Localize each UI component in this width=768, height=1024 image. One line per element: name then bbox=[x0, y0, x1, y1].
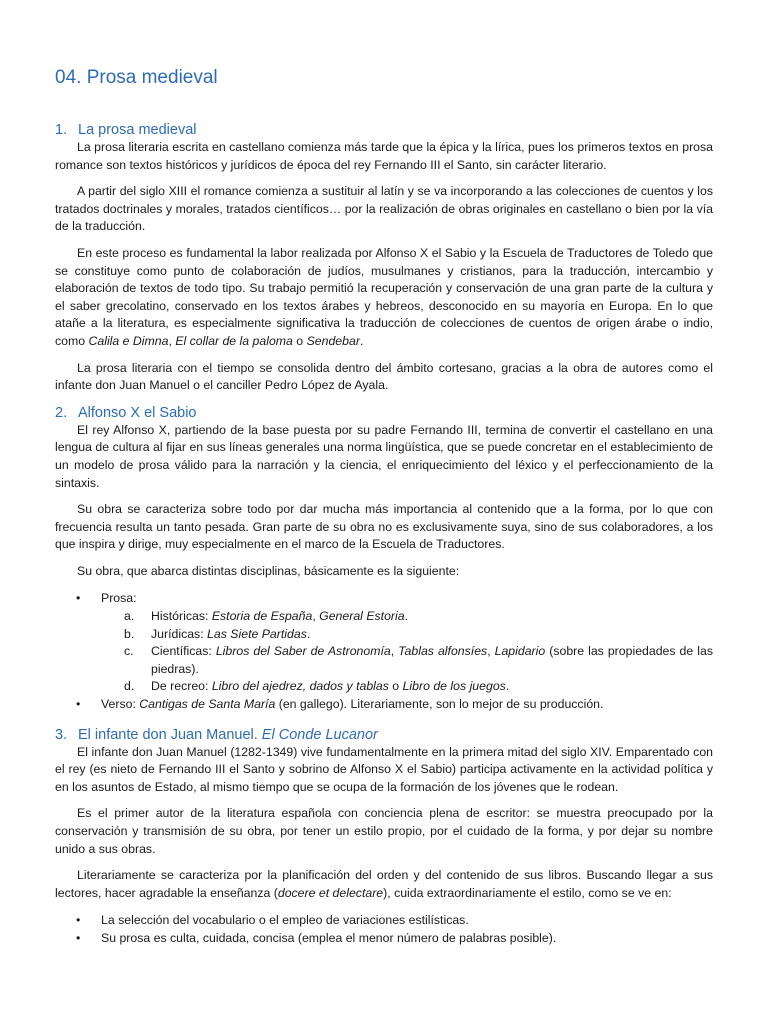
list-item: a. Históricas: Estoria de España, General Estoria. bbox=[124, 609, 409, 624]
work-title: Libro del ajedrez, dados y tablas bbox=[211, 679, 389, 694]
paragraph: Es el primer autor de la literatura española con conciencia plena de escritor: se muestra preocupado por la conservación y transmisión de su obra, por tener un estilo propio, por el cuidado de la forma, y por dejar su nombre unido a sus obras. bbox=[55, 806, 713, 856]
work-title: Lapidario bbox=[494, 644, 546, 659]
list-item: • Verso: Cantigas de Santa María (en gallego). Literariamente, son lo mejor de su producción. bbox=[55, 696, 713, 714]
work-title: Calila e Dimna bbox=[88, 333, 169, 348]
bullet-icon: • bbox=[76, 930, 81, 945]
bullet-icon: • bbox=[76, 591, 81, 606]
bullet-list bbox=[55, 590, 713, 713]
sub-list bbox=[101, 608, 713, 696]
work-title: Las Siete Partidas bbox=[207, 626, 307, 641]
work-title: Cantigas de Santa María bbox=[139, 697, 276, 712]
paragraph: Su obra, que abarca distintas disciplinas, básicamente es la siguiente: bbox=[77, 563, 460, 578]
list-item: d. De recreo: Libro del ajedrez, dados y tablas o Libro de los juegos. bbox=[124, 679, 510, 694]
work-title: Libro de los juegos bbox=[402, 679, 506, 694]
section-title: El infante don Juan Manuel. El Conde Lucanor bbox=[78, 726, 378, 743]
section-number: 1. bbox=[55, 122, 68, 138]
paragraph: La prosa literaria escrita en castellano comienza más tarde que la épica y la lírica, pues los primeros textos en prosa romance son textos históricos y jurídicos de época del rey Fernando III el Santo, sin carácter literario. bbox=[55, 140, 713, 172]
section-prosa-medieval bbox=[55, 121, 713, 395]
paragraph: Su obra se caracteriza sobre todo por dar mucha más importancia al contenido que a la forma, por lo que con frecuencia resulta un tanto pesada. Gran parte de su obra no es exclusivamente suya, sino de sus colaboradores, a los que inspira y dirige, muy especialmente en el marco de la Escuela de Traductores. bbox=[55, 502, 713, 552]
list-item: c. Científicas: Libros del Saber de Astronomía, Tablas alfonsíes, Lapidario (sobre las propiedades de las piedras). bbox=[124, 644, 713, 676]
list-item: • Su prosa es culta, cuidada, concisa (emplea el menor número de palabras posible). bbox=[55, 930, 713, 948]
section-title: Alfonso X el Sabio bbox=[78, 404, 197, 421]
paragraph: A partir del siglo XIII el romance comienza a sustituir al latín y se va incorporando a las colecciones de cuentos y los tratados doctrinales y morales, tratados científicos… por la realización de obras originales en castellano o bien por la vía de la traducción. bbox=[55, 184, 713, 234]
paragraph: El infante don Juan Manuel (1282-1349) vive fundamentalmente en la primera mitad del siglo XIV. Emparentado con el rey (es nieto de Fernando III el Santo y sobrino de Alfonso X el Sabio) participa activamente en la actividad política y en los asuntos de Estado, al mismo tiempo que se ocupa de la formación de los jóvenes que le rodean. bbox=[55, 744, 713, 794]
paragraph: El rey Alfonso X, partiendo de la base puesta por su padre Fernando III, termina de convertir el castellano en una lengua de cultura al fijar en sus líneas generales una norma lingüística, que se puede concretar en el establecimiento de un modelo de prosa válido para la narración y la ciencia, el enriquecimiento del léxico y el perfeccionamiento de la sintaxis. bbox=[55, 422, 713, 490]
work-title: Tablas alfonsíes bbox=[398, 644, 488, 659]
section-heading bbox=[55, 404, 713, 422]
work-title: Estoria de España bbox=[211, 609, 313, 624]
work-title: General Estoria bbox=[319, 609, 405, 624]
list-item: • La selección del vocabulario o el empleo de variaciones estilísticas. bbox=[55, 912, 713, 930]
bullet-icon: • bbox=[76, 913, 81, 928]
page-title: 04. Prosa medieval bbox=[55, 67, 218, 88]
bullet-list bbox=[55, 912, 713, 947]
work-title: El collar de la paloma bbox=[175, 333, 293, 348]
list-item: b. Jurídicas: Las Siete Partidas. bbox=[124, 626, 311, 641]
section-number: 3. bbox=[55, 726, 68, 743]
paragraph: Literariamente se caracteriza por la planificación del orden y del contenido de sus libros. Buscando llegar a sus lectores, hacer agradable la enseñanza (docere et delectare), cuida extraordinariamente el estilo, como se ve en: bbox=[55, 868, 713, 900]
work-title: Libros del Saber de Astronomía bbox=[215, 644, 391, 659]
section-number: 2. bbox=[55, 404, 68, 421]
section-title: La prosa medieval bbox=[78, 122, 197, 138]
section-heading bbox=[55, 121, 713, 139]
paragraph: La prosa literaria con el tiempo se consolida dentro del ámbito cortesano, gracias a la obra de autores como el infante don Juan Manuel o el canciller Pedro López de Ayala. bbox=[55, 360, 713, 393]
section-juan-manuel bbox=[55, 726, 713, 948]
paragraph: En este proceso es fundamental la labor realizada por Alfonso X el Sabio y la Escuela de Traductores de Toledo que se constituye como punto de colaboración de judíos, musulmanes y cristianos, para la traducción, intercambio y elaboración de textos de todo tipo. Su trabajo permitió la recuperación y conservación de una gran parte de la cultura y el saber grecolatino, conservado en los textos árabes y hebreos, desconocido en su mayoría en Europa. En lo que atañe a la literatura, es especialmente significativa la traducción de colecciones de cuentos de origen árabe o indio, como Calila e Dimna, El collar de la paloma o Sendebar. bbox=[55, 245, 713, 348]
section-heading bbox=[55, 726, 713, 744]
list-item: • Prosa: a. Históricas: Estoria de España, General Estoria. b. Jurídicas: Las Siete Partidas. c. Científicas: Libros del Saber de Astronomía, Tablas alfonsíes, Lapidario (sobre las propiedades de las piedras). d. De recreo: Libro del ajedrez, dados y tablas o Libro de los juegos. bbox=[55, 590, 713, 696]
bullet-icon: • bbox=[76, 697, 81, 712]
section-alfonso-x bbox=[55, 404, 713, 714]
work-title: Sendebar bbox=[306, 333, 360, 348]
